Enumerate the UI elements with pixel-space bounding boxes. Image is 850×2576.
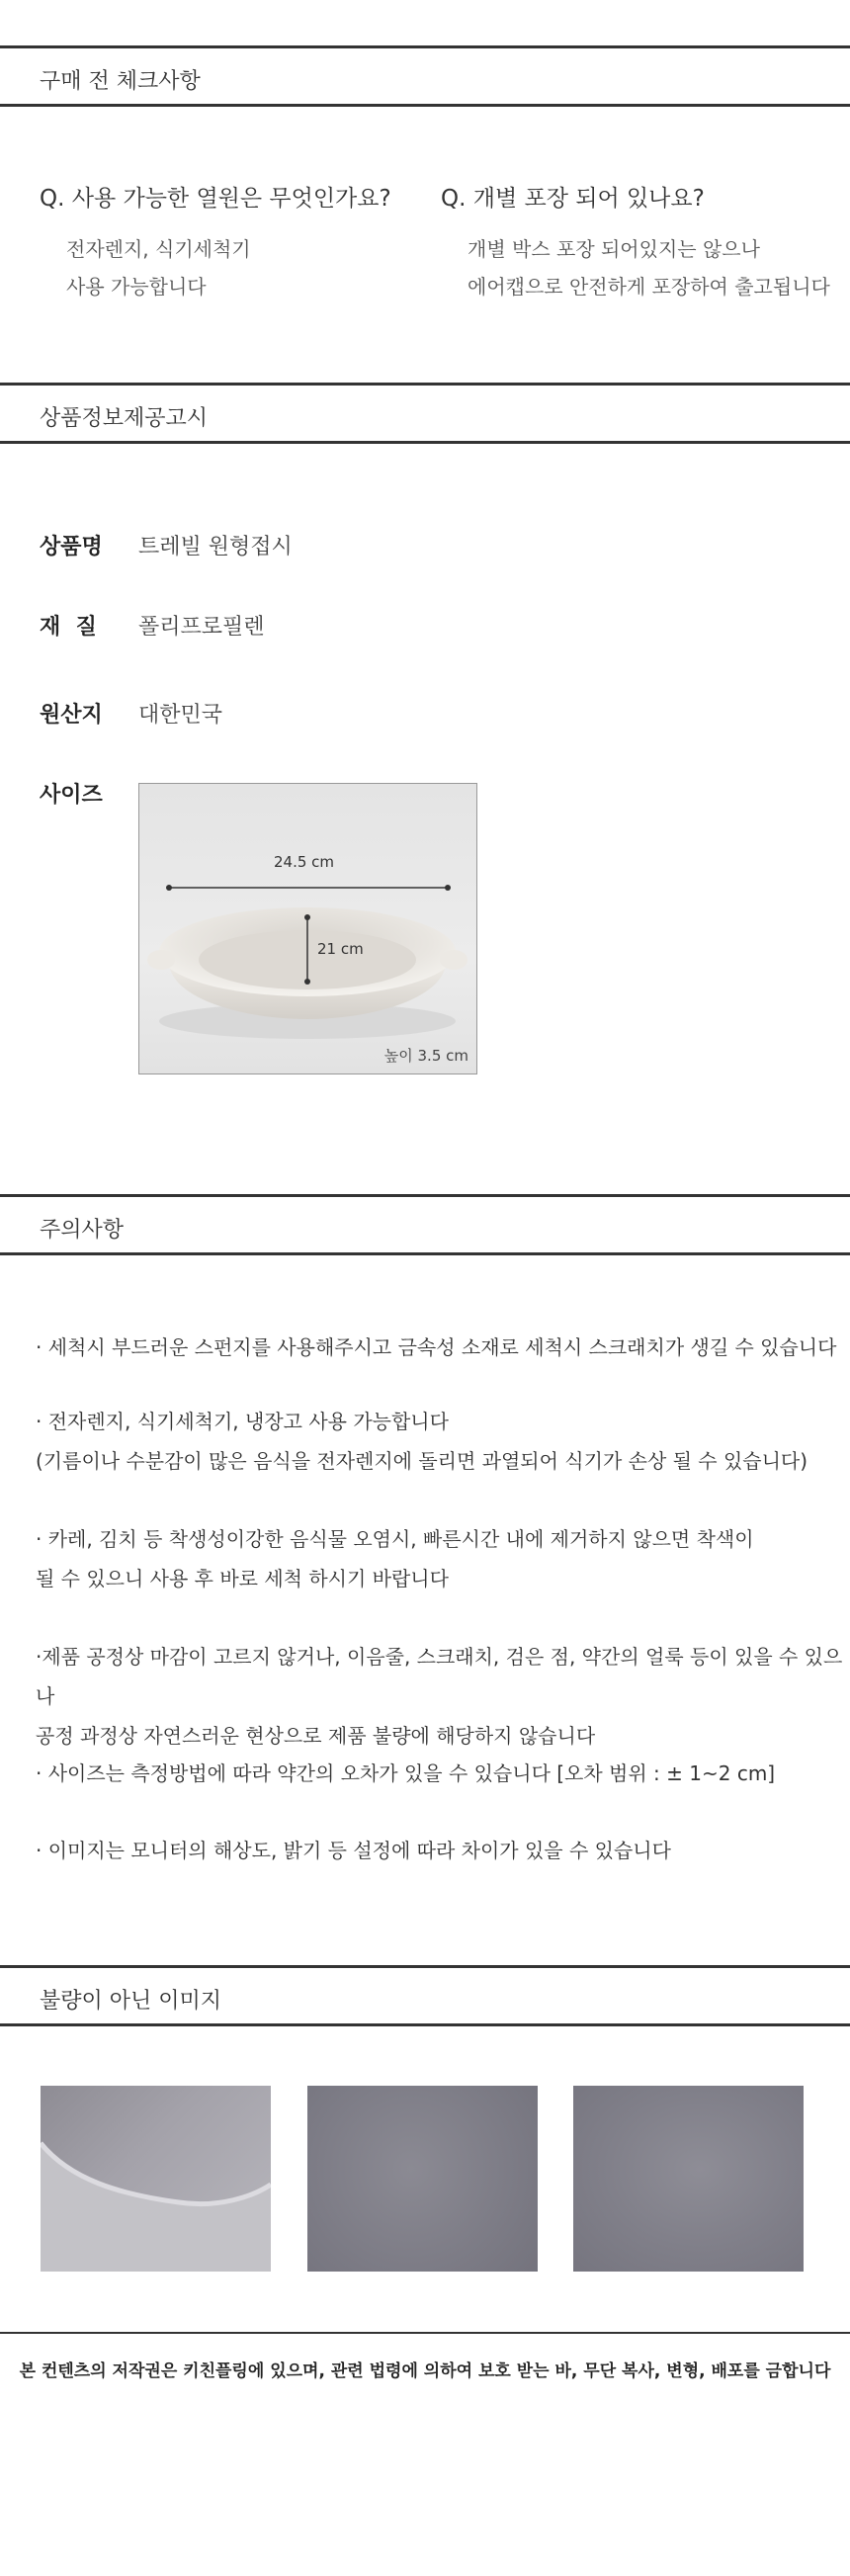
size-height-label: 높이 3.5 cm [383, 1047, 468, 1065]
info-value: 대한민국 [138, 703, 223, 728]
copyright-notice: 본 컨텐츠의 저작권은 키친플링에 있으며, 관련 법령에 의하여 보호 받는 바, 무단 복사, 변형, 배포를 금합니다 [19, 2361, 831, 2381]
notice-item: · 전자렌지, 식기세척기, 냉장고 사용 가능합니다 (기름이나 수분감이 많은 음식을 전자렌지에 돌리면 과열되어 식기가 손상 될 수 있습니다) [36, 1410, 808, 1473]
info-value: 폴리프로필렌 [138, 615, 265, 640]
size-depth-label: 21 cm [317, 940, 364, 958]
section-header-not-defect [0, 1965, 850, 2026]
defect-example-image-edge [41, 2086, 271, 2272]
defect-example-image-dent [573, 2086, 804, 2272]
section-header-product-info [0, 383, 850, 444]
faq-question: Q. 개별 포장 되어 있나요? [441, 186, 705, 212]
plate-illustration [139, 784, 477, 1074]
defect-example-image-surface [307, 2086, 538, 2272]
info-value: 트레빌 원형접시 [138, 535, 293, 559]
size-width-label: 24.5 cm [274, 853, 335, 871]
notice-item: · 이미지는 모니터의 해상도, 밝기 등 설정에 따라 차이가 있을 수 있습니다 [36, 1839, 671, 1862]
section-title: 불량이 아닌 이미지 [40, 1989, 222, 2014]
info-label: 재 질 [40, 615, 97, 640]
info-row-origin [40, 698, 222, 729]
footer-divider [0, 2332, 850, 2334]
section-title: 상품정보제공고시 [40, 406, 209, 431]
info-label: 상품명 [40, 535, 103, 559]
faq-answer: 전자렌지, 식기세척기 사용 가능합니다 [66, 237, 251, 299]
notice-item: · 사이즈는 측정방법에 따라 약간의 오차가 있을 수 있습니다 [오차 범위 : ± 1~2 cm] [36, 1761, 776, 1785]
notice-item: · 세척시 부드러운 스펀지를 사용해주시고 금속성 소재로 세척시 스크래치가 생길 수 있습니다 [36, 1335, 837, 1359]
faq-answer: 개별 박스 포장 되어있지는 않으나 에어캡으로 안전하게 포장하여 출고됩니다 [468, 237, 830, 299]
notice-item: · 카레, 김치 등 착생성이강한 음식물 오염시, 빠른시간 내에 제거하지 않으면 착색이 될 수 있으니 사용 후 바로 세척 하시기 바랍니다 [36, 1527, 754, 1590]
section-header-caution [0, 1194, 850, 1255]
notice-item: ·제품 공정상 마감이 고르지 않거나, 이음줄, 스크래치, 검은 점, 약간의 얼룩 등이 있을 수 있으나 공정 과정상 자연스러운 현상으로 제품 불량에 해당하지 않습니다 [36, 1645, 843, 1748]
faq-question: Q. 사용 가능한 열원은 무엇인가요? [40, 186, 391, 212]
info-label: 사이즈 [40, 783, 103, 808]
size-diagram [138, 783, 477, 1074]
info-row-size [40, 778, 138, 809]
section-title: 주의사항 [40, 1218, 125, 1243]
faq-item [40, 180, 391, 305]
section-title: 구매 전 체크사항 [40, 69, 201, 94]
info-row-material [40, 610, 265, 641]
info-label: 원산지 [40, 703, 103, 728]
section-header-purchase-check [0, 45, 850, 107]
info-row-name [40, 530, 293, 560]
faq-item [441, 180, 830, 305]
